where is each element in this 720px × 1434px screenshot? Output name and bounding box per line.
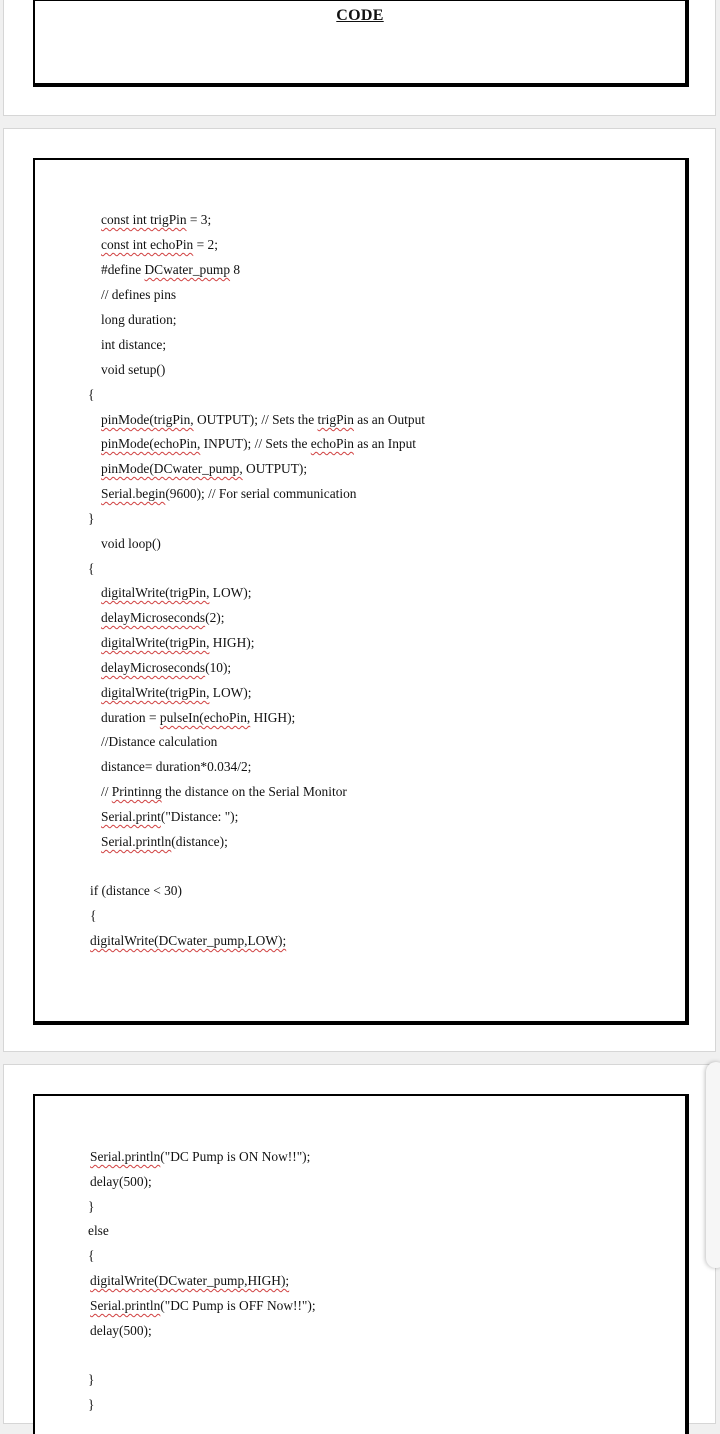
code-line: void loop() (101, 536, 161, 551)
code-line: } (88, 511, 95, 526)
code-heading: CODE (336, 7, 384, 24)
code-line: { (88, 561, 95, 576)
code-line: const int echoPin = 2; (101, 237, 218, 252)
code-line: } (88, 1199, 95, 1214)
code-line: delayMicroseconds(2); (101, 610, 225, 625)
side-panel-handle[interactable] (706, 1062, 720, 1268)
code-line: pinMode(echoPin, INPUT); // Sets the echoPin as an Input (101, 436, 417, 451)
code-comment: // Printinng the distance on the Serial Monitor (101, 784, 347, 799)
code-heading-box (33, 0, 689, 87)
code-line: digitalWrite(DCwater_pump,HIGH); (90, 1273, 290, 1288)
code-line: pinMode(trigPin, OUTPUT); // Sets the trigPin as an Output (101, 412, 425, 427)
code-line: #define DCwater_pump 8 (101, 262, 241, 277)
page-3 (3, 1064, 716, 1424)
code-line: { (88, 387, 95, 402)
code-line: { (88, 1248, 95, 1263)
code-line: Serial.begin(9600); // For serial communication (101, 486, 357, 501)
code-line: digitalWrite(trigPin, LOW); (101, 685, 252, 700)
code-line: duration = pulseIn(echoPin, HIGH); (101, 710, 296, 725)
code-comment: //Distance calculation (101, 734, 218, 749)
code-line: digitalWrite(trigPin, HIGH); (101, 635, 255, 650)
code-line: const int trigPin = 3; (101, 212, 212, 227)
code-line: if (distance < 30) (90, 883, 182, 898)
code-line: } (88, 1372, 95, 1387)
code-line: else (88, 1223, 109, 1238)
code-line: digitalWrite(DCwater_pump,LOW); (90, 933, 287, 948)
code-line: digitalWrite(trigPin, LOW); (101, 585, 252, 600)
code-line: Serial.println("DC Pump is OFF Now!!"); (90, 1298, 316, 1313)
code-comment: // defines pins (101, 287, 177, 302)
code-line: pinMode(DCwater_pump, OUTPUT); (101, 461, 308, 476)
code-line: Serial.println("DC Pump is ON Now!!"); (90, 1149, 311, 1164)
code-line: distance= duration*0.034/2; (101, 759, 252, 774)
code-line: void setup() (101, 362, 166, 377)
code-line: long duration; (101, 312, 177, 327)
code-line: Serial.print("Distance: "); (101, 809, 239, 824)
code-line: delay(500); (90, 1323, 152, 1338)
code-line: delayMicroseconds(10); (101, 660, 232, 675)
code-line: { (90, 908, 97, 923)
page-1 (3, 0, 716, 116)
code-line: } (88, 1397, 95, 1412)
code-box (33, 1094, 689, 1434)
code-line: delay(500); (90, 1174, 152, 1189)
code-line: int distance; (101, 337, 167, 352)
code-line: Serial.println(distance); (101, 834, 228, 849)
